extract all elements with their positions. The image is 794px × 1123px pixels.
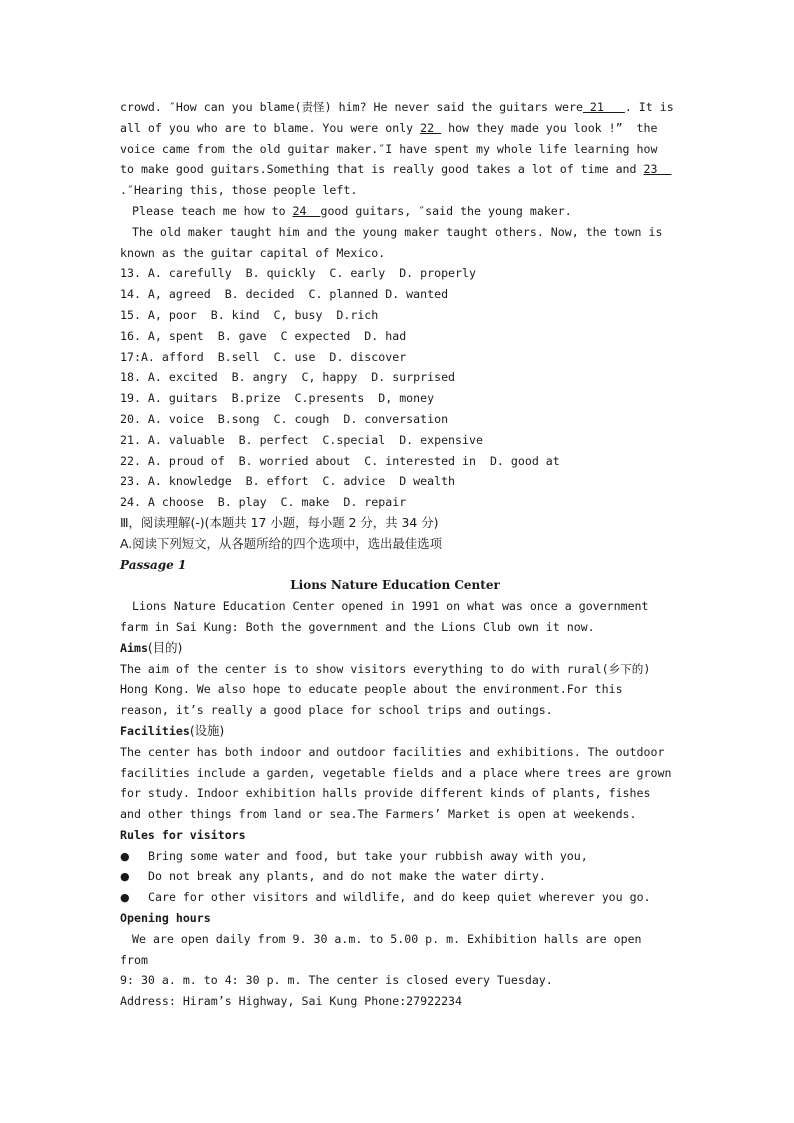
document-page [120, 97, 680, 1012]
story-line-1: crowd. ″How can you blame(责怪) him? He never said the guitars were 21 . It is [120, 100, 674, 114]
rule-item: ● Do not break any plants, and do not make the water dirty. [120, 866, 680, 887]
intro-line-2: farm in Sai Kung: Both the government and the Lions Club own it now. [120, 619, 595, 634]
facilities-heading: Facilities(设施) [120, 722, 225, 738]
bullet-icon: ● [120, 849, 130, 863]
hours-line-3: 9: 30 a. m. to 4: 30 p. m. The center is closed every Tuesday. [120, 973, 553, 988]
aims-line-3: reason, it’s really a good place for school trips and outings. [120, 703, 553, 718]
blank-21: 21 [582, 100, 625, 114]
option-18: 18. A. excited B. angry C, happy D. surprised [120, 370, 456, 385]
story-line-2: all of you who are to blame. You were only 22 how they made you look !” the [120, 120, 658, 135]
story-line-5: .″Hearing this, those people left. [120, 183, 358, 198]
option-13: 13. A. carefully B. quickly C. early D. properly [120, 266, 476, 281]
passage-label: Passage 1 [120, 557, 187, 572]
option-19: 19. A. guitars B.prize C.presents D, money [120, 391, 435, 406]
blank-23: 23 [643, 162, 672, 177]
option-23: 23. A. knowledge B. effort C. advice D wealth [120, 474, 456, 489]
blank-22: 22 [420, 120, 442, 135]
bullet-icon: ● [120, 870, 130, 884]
option-15: 15. A, poor B. kind C, busy D.rich [120, 307, 379, 322]
story-line-6: Please teach me how to 24 good guitars, ″said the young maker. [132, 203, 572, 218]
option-17: 17:A. afford B.sell C. use D. discover [120, 349, 407, 364]
section-heading: Ⅲ，阅读理解(-)(本题共 17 小题，每小题 2 分，共 34 分) [120, 514, 439, 530]
blank-24: 24 [292, 203, 321, 218]
rule-item: ● Bring some water and food, but take your rubbish away with you, [120, 846, 680, 867]
option-20: 20. A. voice B.song C. cough D. conversation [120, 411, 449, 426]
intro-line-1: Lions Nature Education Center opened in 1991 on what was once a government [132, 599, 649, 614]
facilities-line-4: and other things from land or sea.The Farmers’ Market is open at weekends. [120, 807, 637, 822]
option-24: 24. A choose B. play C. make D. repair [120, 495, 407, 510]
rule-item: ● Care for other visitors and wildlife, and do keep quiet wherever you go. [120, 887, 680, 908]
facilities-line-2: facilities include a garden, vegetable fields and a place where trees are grown [120, 765, 672, 780]
option-14: 14. A, agreed B. decided C. planned D. wanted [120, 287, 449, 302]
option-21: 21. A. valuable B. perfect C.special D. expensive [120, 432, 483, 447]
hours-heading: Opening hours [120, 911, 211, 926]
facilities-line-3: for study. Indoor exhibition halls provide different kinds of plants, fishes [120, 786, 651, 801]
section-instruction: A.阅读下列短文，从各题所给的四个选项中，选出最佳选项 [120, 535, 442, 551]
aims-line-1: The aim of the center is to show visitors everything to do with rural(乡下的) [120, 661, 651, 676]
bullet-icon: ● [120, 891, 130, 905]
facilities-line-1: The center has both indoor and outdoor facilities and exhibitions. The outdoor [120, 744, 665, 759]
aims-line-2: Hong Kong. We also hope to educate people about the environment.For this [120, 682, 623, 697]
aims-heading: Aims(目的) [120, 639, 183, 655]
address-line: Address: Hiram’s Highway, Sai Kung Phone:27922234 [120, 994, 463, 1009]
story-line-8: known as the guitar capital of Mexico. [120, 245, 386, 260]
hours-line-1: We are open daily from 9. 30 a.m. to 5.00 p. m. Exhibition halls are open [132, 931, 642, 946]
hours-line-2: from [120, 952, 148, 967]
rules-heading: Rules for visitors [120, 827, 246, 842]
option-16: 16. A, spent B. gave C expected D. had [120, 328, 407, 343]
option-22: 22. A. proud of B. worried about C. interested in D. good at [120, 453, 560, 468]
story-line-4: to make good guitars.Something that is really good takes a lot of time and 23 [120, 162, 672, 177]
story-line-7: The old maker taught him and the young maker taught others. Now, the town is [132, 224, 663, 239]
story-line-3: voice came from the old guitar maker.″I have spent my whole life learning how [120, 141, 658, 156]
passage-title: Lions Nature Education Center [290, 578, 500, 593]
